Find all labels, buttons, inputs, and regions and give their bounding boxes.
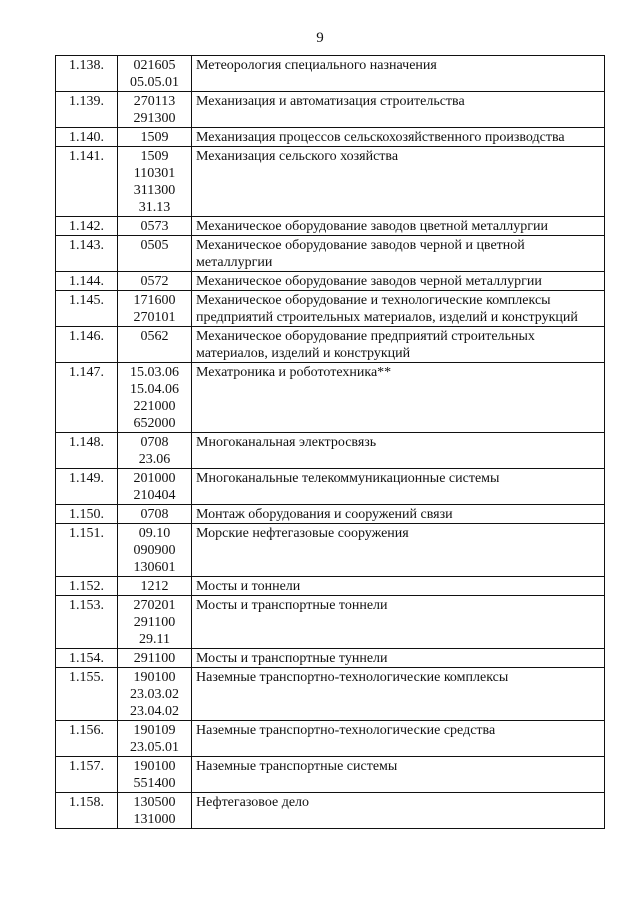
- row-number: 1.144.: [56, 272, 118, 291]
- specialty-code: 270101: [133, 310, 176, 325]
- row-number: 1.143.: [56, 236, 118, 272]
- specialty-code: 0505: [140, 238, 169, 253]
- row-number: 1.157.: [56, 757, 118, 793]
- specialty-name: Механическое оборудование заводов цветной металлургии: [192, 217, 605, 236]
- row-number: 1.154.: [56, 649, 118, 668]
- specialty-code: 1509: [140, 130, 169, 145]
- specialty-codes: [118, 272, 192, 291]
- table-row: [56, 92, 605, 128]
- table-row: [56, 363, 605, 433]
- table-row: [56, 236, 605, 272]
- row-number: 1.153.: [56, 596, 118, 649]
- row-number: 1.147.: [56, 363, 118, 433]
- specialty-code: 0572: [140, 274, 169, 289]
- table-row: [56, 649, 605, 668]
- specialty-code: 23.06: [138, 452, 171, 467]
- specialty-name: Механизация сельского хозяйства: [192, 147, 605, 217]
- specialty-code: 130601: [133, 560, 176, 575]
- table-row: [56, 505, 605, 524]
- table-row: [56, 469, 605, 505]
- specialty-code: 31.13: [138, 200, 171, 215]
- specialty-codes: [118, 128, 192, 147]
- table-row: [56, 596, 605, 649]
- specialty-codes: [118, 236, 192, 272]
- specialty-name: Многоканальная электросвязь: [192, 433, 605, 469]
- specialty-code: 23.03.02: [130, 687, 179, 702]
- specialty-code: 270113: [133, 94, 176, 109]
- row-number: 1.141.: [56, 147, 118, 217]
- row-number: 1.152.: [56, 577, 118, 596]
- table-row: [56, 327, 605, 363]
- table-row: [56, 757, 605, 793]
- specialty-code: 29.11: [139, 632, 170, 647]
- specialty-code: 23.04.02: [130, 704, 179, 719]
- specialty-code: 190100: [133, 670, 176, 685]
- specialty-code: 130500: [133, 795, 176, 810]
- specialty-code: 15.03.06: [130, 365, 179, 380]
- table-body: [56, 56, 605, 829]
- specialty-name: Механическое оборудование заводов черной металлургии: [192, 272, 605, 291]
- specialty-codes: [118, 524, 192, 577]
- specialty-name: Наземные транспортно-технологические комплексы: [192, 668, 605, 721]
- table-row: [56, 721, 605, 757]
- row-number: 1.145.: [56, 291, 118, 327]
- row-number: 1.156.: [56, 721, 118, 757]
- specialty-code: 0708: [140, 435, 169, 450]
- specialty-name: Мосты и тоннели: [192, 577, 605, 596]
- specialty-name: Нефтегазовое дело: [192, 793, 605, 829]
- specialty-codes: [118, 147, 192, 217]
- specialty-name: Многоканальные телекоммуникационные системы: [192, 469, 605, 505]
- row-number: 1.158.: [56, 793, 118, 829]
- specialty-code: 05.05.01: [130, 75, 179, 90]
- specialty-code: 090900: [133, 543, 176, 558]
- table-row: [56, 217, 605, 236]
- specialty-code: 291100: [133, 615, 176, 630]
- specialty-name: Монтаж оборудования и сооружений связи: [192, 505, 605, 524]
- specialty-name: Морские нефтегазовые сооружения: [192, 524, 605, 577]
- row-number: 1.149.: [56, 469, 118, 505]
- specialty-codes: [118, 577, 192, 596]
- row-number: 1.148.: [56, 433, 118, 469]
- specialty-code: 221000: [133, 399, 176, 414]
- specialty-codes: [118, 793, 192, 829]
- specialty-codes: [118, 56, 192, 92]
- specialty-code: 131000: [133, 812, 176, 827]
- row-number: 1.138.: [56, 56, 118, 92]
- specialty-code: 110301: [133, 166, 176, 181]
- specialty-name: Наземные транспортные системы: [192, 757, 605, 793]
- row-number: 1.146.: [56, 327, 118, 363]
- specialty-name: Механизация процессов сельскохозяйственного производства: [192, 128, 605, 147]
- table-row: [56, 291, 605, 327]
- specialty-code: 1509: [140, 149, 169, 164]
- specialty-code: 270201: [133, 598, 176, 613]
- table-row: [56, 433, 605, 469]
- row-number: 1.150.: [56, 505, 118, 524]
- table-row: [56, 668, 605, 721]
- specialty-code: 652000: [133, 416, 176, 431]
- table-row: [56, 147, 605, 217]
- specialty-code: 190100: [133, 759, 176, 774]
- specialty-codes: [118, 363, 192, 433]
- row-number: 1.151.: [56, 524, 118, 577]
- specialty-code: 311300: [133, 183, 176, 198]
- specialty-codes: [118, 668, 192, 721]
- table-row: [56, 793, 605, 829]
- specialty-code: 201000: [133, 471, 176, 486]
- table-row: [56, 577, 605, 596]
- specialty-codes: [118, 291, 192, 327]
- specialty-code: 171600: [133, 293, 176, 308]
- specialty-code: 190109: [133, 723, 176, 738]
- specialty-name: Механизация и автоматизация строительства: [192, 92, 605, 128]
- specialty-codes: [118, 596, 192, 649]
- specialty-codes: [118, 327, 192, 363]
- specialty-name: Механическое оборудование заводов черной и цветной металлургии: [192, 236, 605, 272]
- specialty-code: 09.10: [138, 526, 171, 541]
- specialty-name: Наземные транспортно-технологические средства: [192, 721, 605, 757]
- specialty-code: 15.04.06: [130, 382, 179, 397]
- specialty-code: 210404: [133, 488, 176, 503]
- specialty-code: 23.05.01: [130, 740, 179, 755]
- row-number: 1.142.: [56, 217, 118, 236]
- table-row: [56, 56, 605, 92]
- specialty-codes: [118, 757, 192, 793]
- specialty-name: Механическое оборудование и технологические комплексы предприятий строительных материалов, изделий и конструкций: [192, 291, 605, 327]
- specialty-code: 1212: [140, 579, 169, 594]
- specialty-codes: [118, 433, 192, 469]
- specialty-code: 0573: [140, 219, 169, 234]
- specialty-codes: [118, 217, 192, 236]
- page-number: 9: [316, 30, 324, 46]
- row-number: 1.155.: [56, 668, 118, 721]
- specialty-name: Метеорология специального назначения: [192, 56, 605, 92]
- specialty-code: 021605: [133, 58, 176, 73]
- table-row: [56, 524, 605, 577]
- row-number: 1.139.: [56, 92, 118, 128]
- specialty-name: Мехатроника и робототехника**: [192, 363, 605, 433]
- specialty-code: 291100: [133, 651, 176, 666]
- specialty-codes: [118, 505, 192, 524]
- specialty-name: Мосты и транспортные туннели: [192, 649, 605, 668]
- row-number: 1.140.: [56, 128, 118, 147]
- specialty-codes: [118, 92, 192, 128]
- specialty-codes: [118, 469, 192, 505]
- specialty-codes: [118, 721, 192, 757]
- specialty-code: 0562: [140, 329, 169, 344]
- specialty-code: 0708: [140, 507, 169, 522]
- specialties-table: [55, 55, 605, 829]
- specialty-code: 291300: [133, 111, 176, 126]
- table-row: [56, 272, 605, 291]
- specialty-codes: [118, 649, 192, 668]
- specialty-name: Механическое оборудование предприятий строительных материалов, изделий и конструкций: [192, 327, 605, 363]
- specialty-name: Мосты и транспортные тоннели: [192, 596, 605, 649]
- specialty-code: 551400: [133, 776, 176, 791]
- table-row: [56, 128, 605, 147]
